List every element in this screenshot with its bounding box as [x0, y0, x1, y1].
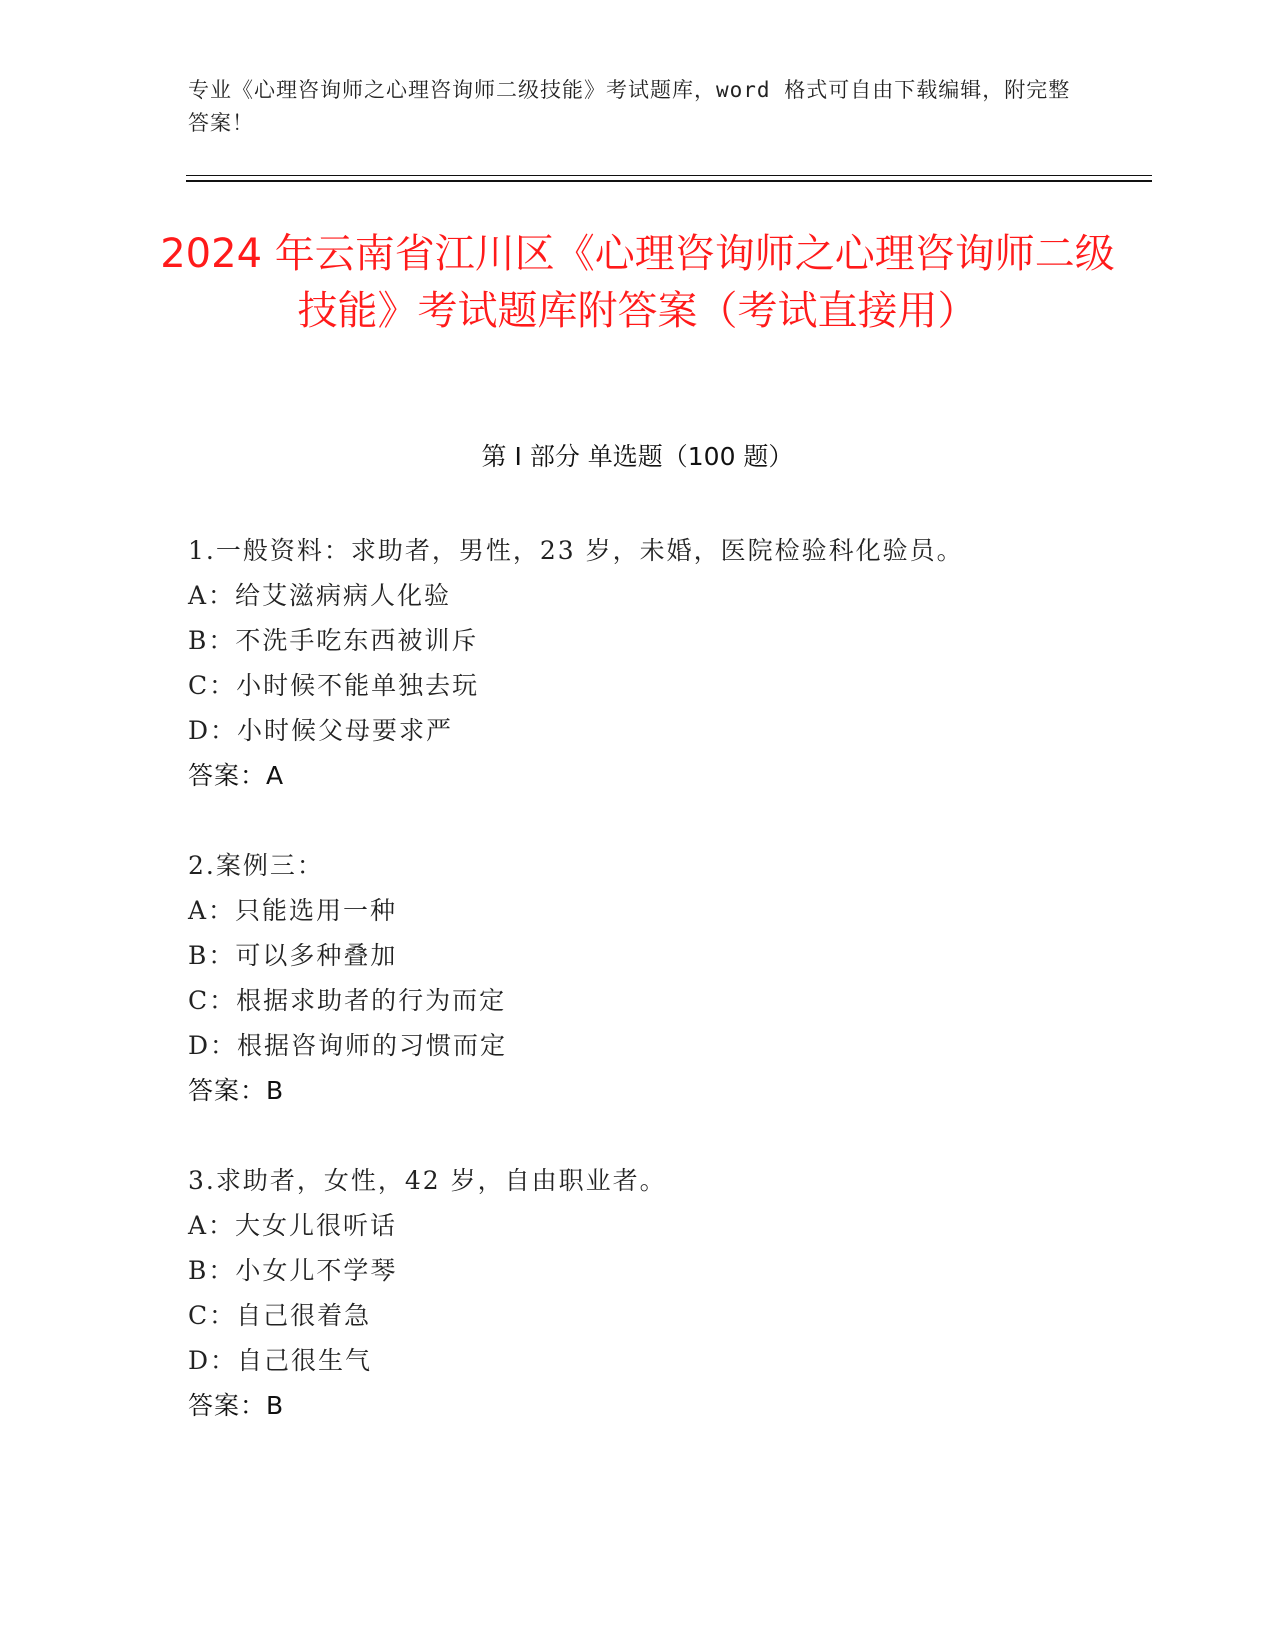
question-list: [188, 528, 1138, 1473]
option-c: C：自己很着急: [188, 1301, 372, 1330]
question-3: [188, 1158, 1138, 1428]
header-divider-thick: [186, 180, 1152, 182]
question-stem: 1.一般资料：求助者，男性，23 岁，未婚，医院检验科化验员。: [188, 536, 964, 565]
section-heading: 第 I 部分 单选题（100 题）: [481, 442, 794, 471]
option-b: B：小女儿不学琴: [188, 1256, 398, 1285]
option-d: D：根据咨询师的习惯而定: [188, 1031, 508, 1060]
answer: 答案：A: [188, 761, 285, 790]
question-stem: 3.求助者，女性，42 岁，自由职业者。: [188, 1166, 667, 1195]
option-b: B：不洗手吃东西被训斥: [188, 626, 479, 655]
option-c: C：小时候不能单独去玩: [188, 671, 480, 700]
question-stem: 2.案例三：: [188, 851, 324, 880]
header-note: 专业《心理咨询师之心理咨询师二级技能》考试题库，word 格式可自由下载编辑，附完整答案！: [188, 78, 1071, 135]
question-2: [188, 843, 1138, 1113]
option-d: D：自己很生气: [188, 1346, 373, 1375]
option-d: D：小时候父母要求严: [188, 716, 454, 745]
option-c: C：根据求助者的行为而定: [188, 986, 507, 1015]
answer: 答案：B: [188, 1391, 285, 1420]
answer: 答案：B: [188, 1076, 285, 1105]
option-a: A：大女儿很听话: [188, 1211, 398, 1240]
header-divider-thin: [186, 175, 1152, 176]
option-a: A：给艾滋病病人化验: [188, 581, 452, 610]
option-b: B：可以多种叠加: [188, 941, 398, 970]
document-title: 2024 年云南省江川区《心理咨询师之心理咨询师二级技能》考试题库附答案（考试直接用）: [160, 231, 1115, 334]
question-1: [188, 528, 1138, 798]
option-a: A：只能选用一种: [188, 896, 398, 925]
